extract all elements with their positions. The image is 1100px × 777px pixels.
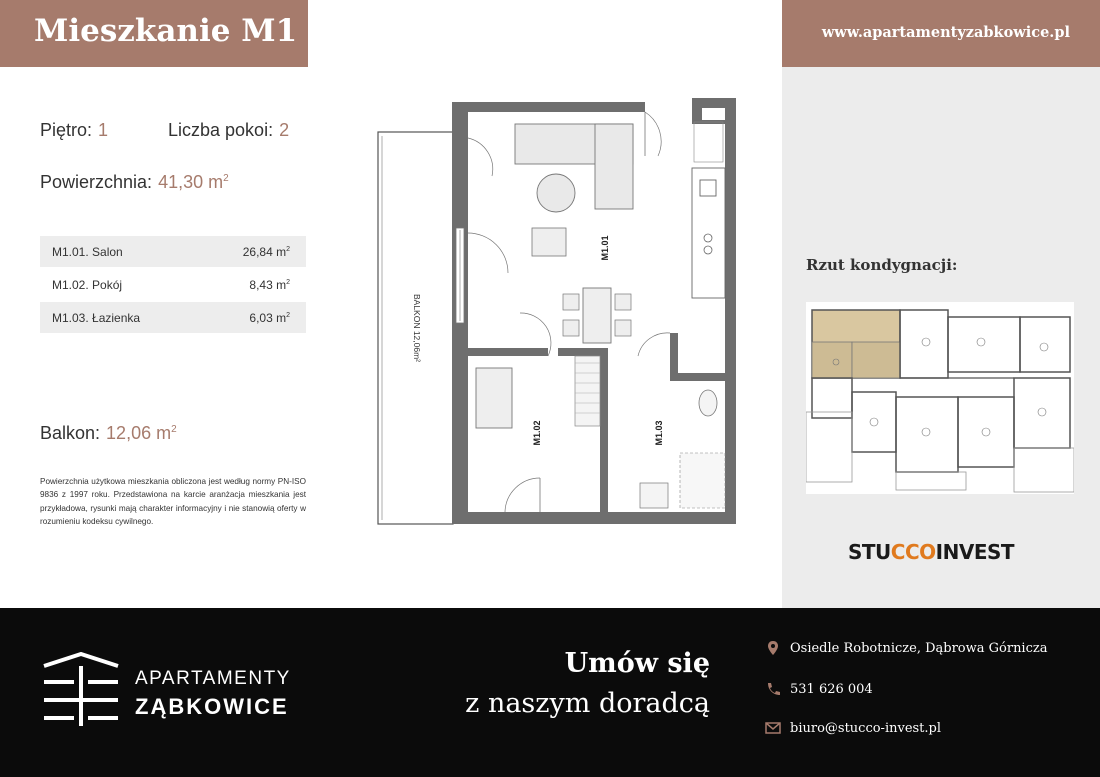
phone-row[interactable] — [764, 681, 873, 697]
area-value: 41,30 $m^2$ — [158, 172, 229, 192]
apartment-plan — [370, 98, 742, 530]
title-banner — [0, 0, 308, 67]
page-title: Mieszkanie M1 — [34, 13, 298, 49]
room-row — [40, 269, 306, 300]
developer-logo: STUCCOINVEST — [848, 540, 1015, 564]
cta-heading: Umów się — [564, 648, 710, 679]
balcony-plan-label: BALKON 12,06m² — [412, 293, 422, 363]
email-row[interactable] — [764, 720, 941, 736]
rooms-count-label: Liczba pokoi: — [168, 120, 274, 140]
room-label-m102: M1.02 — [532, 420, 542, 446]
room-name: M1.01. Salon — [52, 244, 123, 259]
area-label: Powierzchnia: — [40, 172, 153, 192]
room-label-m101: M1.01 — [600, 235, 610, 261]
balcony-label: Balkon: — [40, 423, 101, 443]
rooms-count-value: 2 — [279, 120, 290, 140]
room-area: 6,03 $m^2$ — [249, 310, 290, 325]
phone-icon — [764, 681, 782, 697]
room-label-m103: M1.03 — [654, 420, 664, 446]
location-pin-icon — [764, 640, 782, 656]
room-area: 8,43 $m^2$ — [249, 277, 290, 292]
room-row — [40, 302, 306, 333]
rooms-table — [40, 236, 306, 335]
room-name: M1.02. Pokój — [52, 277, 123, 292]
address-text: Osiedle Robotnicze, Dąbrowa Górnicza — [790, 640, 1048, 656]
floor-value: 1 — [98, 120, 109, 140]
balcony-value: 12,06 $m^2$ — [106, 423, 177, 443]
rooms-count-info — [168, 120, 289, 141]
floor-info — [40, 120, 108, 141]
mail-icon — [764, 720, 782, 736]
area-info — [40, 172, 229, 193]
address-row — [764, 640, 1047, 656]
building-logo-icon — [40, 652, 122, 728]
floor-overview-label: Rzut kondygnacji: — [806, 256, 958, 274]
phone-text[interactable]: 531 626 004 — [790, 681, 873, 697]
room-area: 26,84 $m^2$ — [242, 244, 290, 259]
floor-label: Piętro: — [40, 120, 93, 140]
room-row — [40, 236, 306, 267]
room-name: M1.03. Łazienka — [52, 310, 141, 325]
email-text[interactable]: biuro@stucco-invest.pl — [790, 720, 942, 736]
floor-overview-plan — [806, 302, 1074, 494]
brand-name-line1: APARTAMENTY — [135, 668, 291, 689]
url-banner — [782, 0, 1100, 67]
balcony-info — [40, 423, 177, 444]
website-link[interactable]: www.apartamentyzabkowice.pl — [821, 24, 1070, 41]
brand-name-line2: ZĄBKOWICE — [135, 694, 289, 719]
disclaimer-note: Powierzchnia użytkowa mieszkania obliczona jest według normy PN-ISO 9836 z 1997 roku. Przedstawiona na karcie aranżacja mieszkania jest przykładowa, rysunki mają charakter informacyjny i nie stanowią oferty w rozumieniu kodeksu cywilnego. — [40, 477, 306, 526]
cta-subheading: z naszym doradcą — [465, 688, 710, 719]
